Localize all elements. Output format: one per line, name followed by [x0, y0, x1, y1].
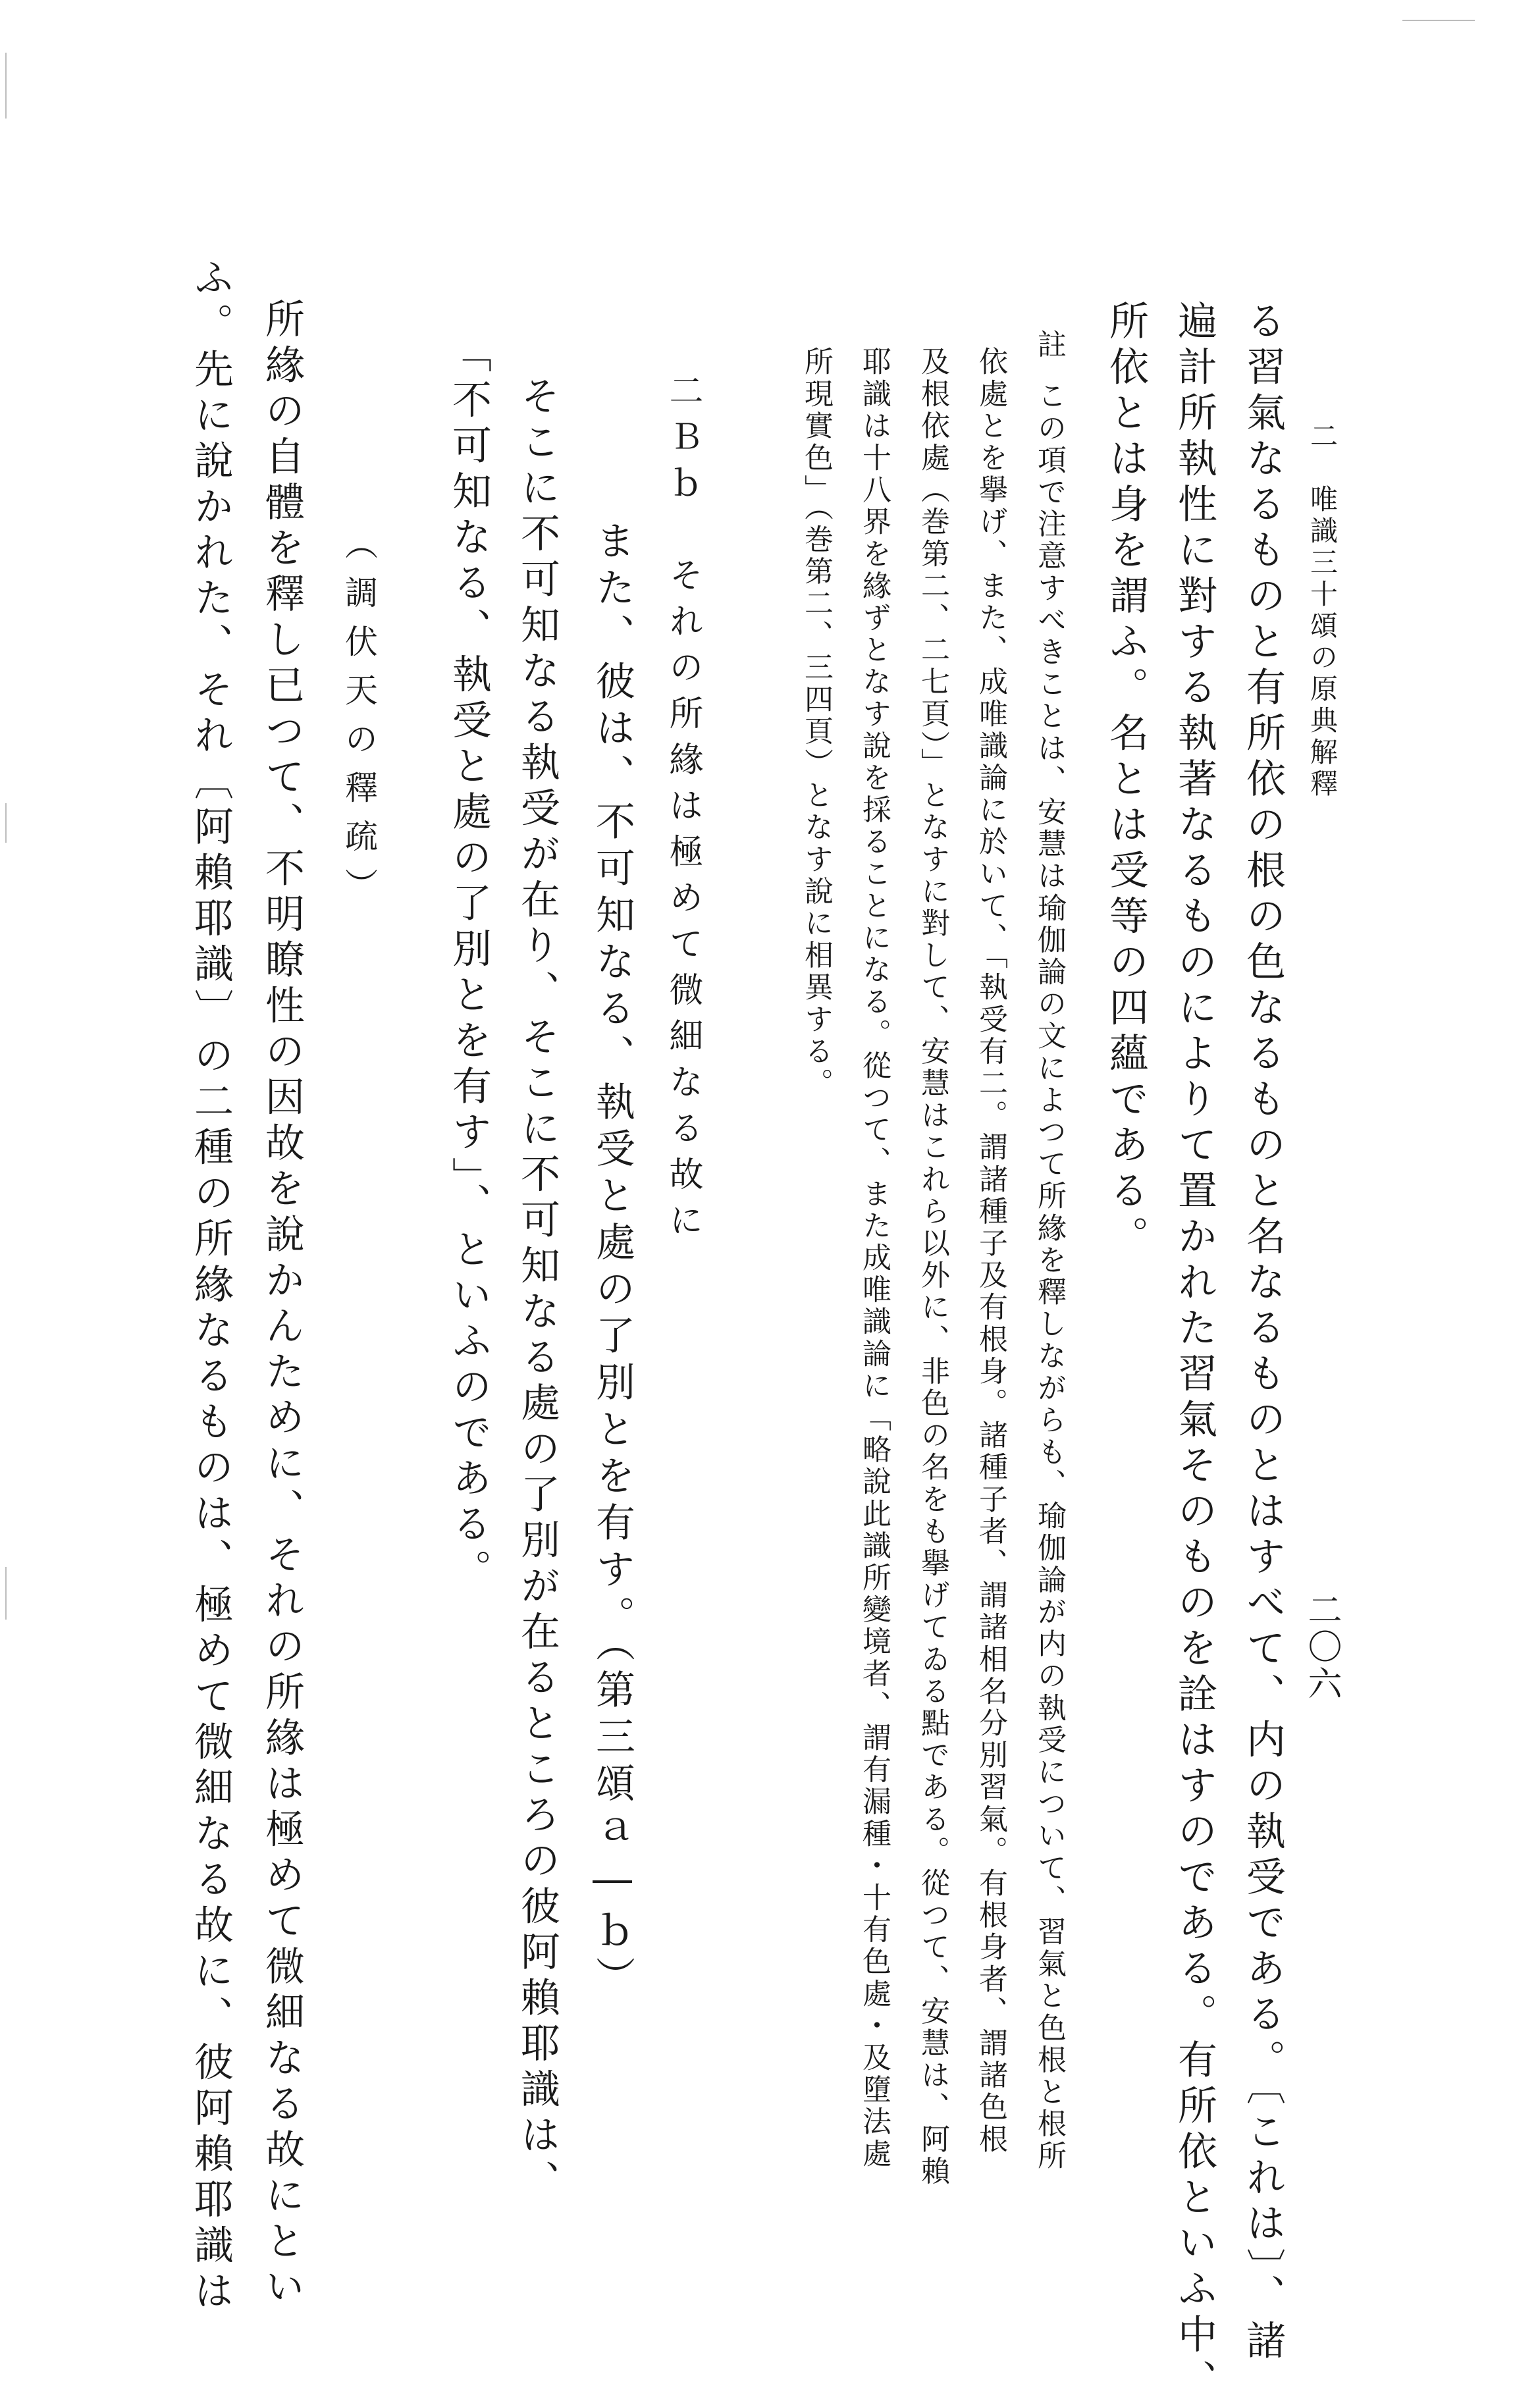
section-heading: 二Ｂｂ それの所緣は極めて微細なる故に: [663, 373, 703, 1248]
note-line-2: 依處とを擧げ、また、成唯識論に於いて、「執受有二。謂諸種子及有根身。諸種子者、謂諸相名分別習氣。有根身者、謂諸色根: [974, 346, 1007, 2156]
body-line-1: る習氣なるものと有所依の根の色なるものと名なるものとはすべて、内の執受である。〔これは〕、諸: [1240, 300, 1286, 2365]
commentary-line-2: ふ。先に說かれた、それ〔阿賴耶識〕の二種の所緣なるものは、極めて微細なる故に、彼阿賴耶識は: [188, 257, 234, 2316]
body-line-2: 遍計所執性に對する執著なるものによりて置かれた習氣そのものを詮はすのである。有所依といふ中、: [1171, 300, 1217, 2405]
note-marker: 註: [1032, 329, 1066, 361]
page-number: 二〇六: [1302, 1592, 1341, 1703]
note-line-4: 耶識は十八界を緣ずとなす說を採ることになる。從つて、また成唯識論に「略說此識所變境者、謂有漏種・十有色處・及墮法處: [857, 346, 891, 2171]
verse-line: また、彼は、不可知なる、執受と處の了別とを有す。（第三頌ａ―ｂ）: [589, 520, 635, 2003]
note-line-1: この項で注意すべきことは、安慧は瑜伽論の文によつて所緣を釋しながらも、瑜伽論が内の執受について、習氣と色根と根所: [1032, 381, 1066, 2173]
note-line-3: 及根依處（巻第二、二七頁）」となすに對して、安慧はこれら以外に、非色の名をも擧げてゐる點である。從つて、安慧は、阿賴: [916, 346, 949, 2188]
commentary-line-1: 所緣の自體を釋し已つて、不明瞭性の因故を說かんために、それの所緣は極めて微細なる故にとい: [259, 298, 305, 2312]
commentary-heading: （調伏天の釋疏）: [340, 527, 378, 916]
scan-edge-mark: [5, 53, 7, 119]
running-header: 二 唯識三十頌の原典解釋: [1306, 421, 1339, 801]
scan-edge-mark: [1402, 20, 1475, 21]
paragraph-line-1: そこに不可知なる執受が在り、そこに不可知なる處の了別が在るところの彼阿賴耶識は、: [514, 375, 560, 2206]
scan-edge-mark: [5, 1567, 7, 1620]
note-line-5: 所現實色」（巻第二、三四頁）となす說に相異する。: [799, 346, 833, 1100]
scan-edge-mark: [5, 803, 7, 843]
body-line-3: 所依とは身を謂ふ。名とは受等の四蘊である。: [1103, 300, 1149, 1261]
paragraph-line-2: 「不可知なる、執受と處の了別とを有す」、といふのである。: [446, 333, 492, 1595]
